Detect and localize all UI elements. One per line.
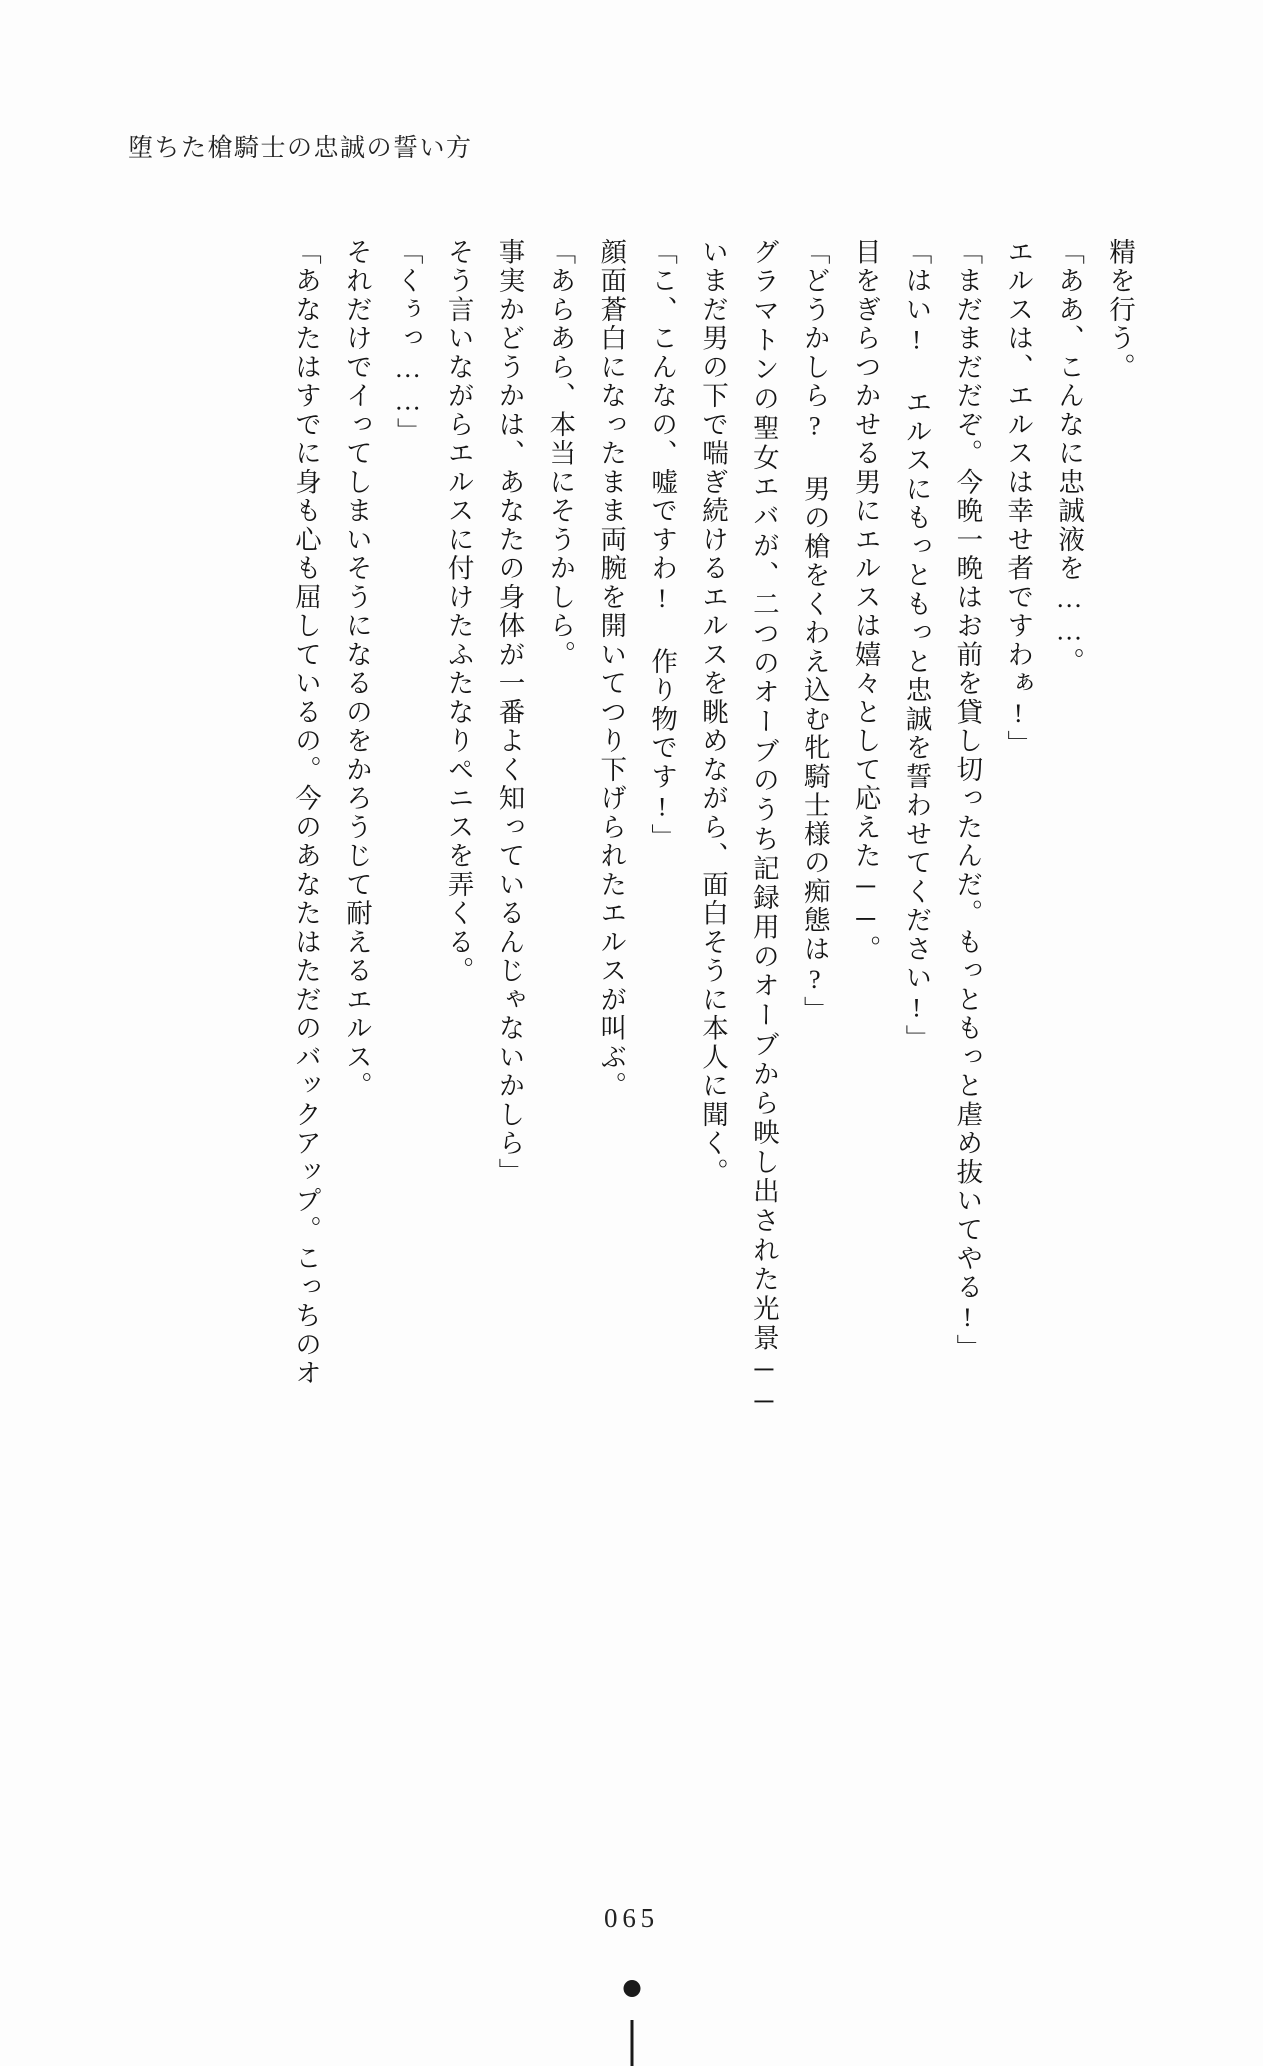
page-number: 065 [603, 1903, 660, 1933]
running-header: 堕ちた槍騎士の忠誠の誓い方 [128, 135, 473, 162]
paragraph: 精を行う。 [1105, 238, 1135, 382]
paragraph: 「まだまだだぞ。今晩一晩はお前を貸し切ったんだ。もっともっと虐め抜いてやる!」 [952, 238, 983, 1363]
body-text [135, 238, 1145, 1418]
binding-dot-icon [623, 1980, 640, 1997]
paragraph: 「くぅっ……」 [392, 238, 423, 447]
binding-line-icon [630, 2020, 633, 2066]
paragraph: そう言いながらエルスに付けたふたなりペニスを弄くる。 [443, 238, 474, 986]
paragraph: 「ああ、こんなに忠誠液を……。 [1054, 238, 1085, 677]
paragraph: 「あらあら、本当にそうかしら。 [545, 238, 576, 670]
paragraph: 「あなたはすでに身も心も屈しているの。今のあなたはただのバックアップ。こっちのオ [291, 238, 321, 1389]
paragraph: 事実かどうかは、あなたの身体が一番よく知っているんじゃないかしら」 [494, 238, 525, 1187]
paragraph: 顔面蒼白になったまま両腕を開いてつり下げられたエルスが叫ぶ。 [596, 238, 627, 1101]
paragraph: 「どうかしら? 男の槍をくわえ込む牝騎士様の痴態は?」 [799, 238, 830, 1025]
paragraph: 「こ、こんなの、嘘ですわ! 作り物です!」 [647, 238, 678, 853]
paragraph: 「はい! エルスにもっともっと忠誠を誓わせてください!」 [901, 238, 932, 1054]
paragraph: それだけでイってしまいそうになるのをかろうじて耐えるエルス。 [341, 238, 372, 1101]
paragraph: エルスは、エルスは幸せ者ですわぁ!」 [1003, 238, 1034, 760]
paragraph: グラマトンの聖女エバが、二つのオーブのうち記録用のオーブから映し出された光景──いまだ男の下で喘ぎ続けるエルスを眺めながら、面白そうに本人に聞く。 [698, 238, 779, 1418]
paragraph: 目をぎらつかせる男にエルスは嬉々として応えた──。 [850, 238, 881, 964]
binding-mark-icon [619, 1980, 645, 2066]
